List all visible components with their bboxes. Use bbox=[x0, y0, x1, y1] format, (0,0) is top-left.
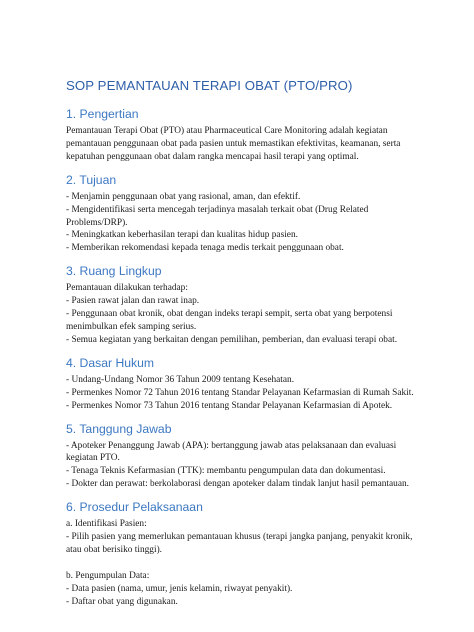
list-item: - Permenkes Nomor 72 Tahun 2016 tentang Standar Pelayanan Kefarmasian di Rumah Sakit. bbox=[66, 387, 414, 398]
section-heading: 2. Tujuan bbox=[66, 172, 117, 187]
paragraph: Pemantauan Terapi Obat (PTO) atau Pharmaceutical Care Monitoring adalah kegiatan pemantauan penggunaan obat pada pasien untuk memastikan efektivitas, keamanan, serta kepatuhan penggunaan obat dalam rangka mencapai hasil terapi yang optimal. bbox=[66, 126, 401, 162]
list-item: - Meningkatkan keberhasilan terapi dan kualitas hidup pasien. bbox=[66, 230, 298, 241]
section-tujuan bbox=[66, 173, 414, 256]
paragraph: Pemantauan dilakukan terhadap: bbox=[66, 283, 188, 294]
list-item: - Menjamin penggunaan obat yang rasional, aman, dan efektif. bbox=[66, 191, 301, 202]
section-heading: 3. Ruang Lingkup bbox=[66, 264, 162, 279]
list-item: - Mengidentifikasi serta mencegah terjadinya masalah terkait obat (Drug Related Problems/DRP). bbox=[66, 204, 369, 228]
list-item: - Tenaga Teknis Kefarmasian (TTK): membantu pengumpulan data dan dokumentasi. bbox=[66, 466, 386, 477]
list-item: - Dokter dan perawat: berkolaborasi dengan apoteker dalam tindak lanjut hasil pemantauan. bbox=[66, 479, 409, 490]
section-heading: 5. Tanggung Jawab bbox=[66, 421, 172, 436]
list-item: - Pilih pasien yang memerlukan pemantauan khusus (terapi jangka panjang, penyakit kronik, atau obat berisiko tinggi). bbox=[66, 532, 413, 555]
section-tanggung-jawab bbox=[66, 422, 414, 492]
list-item: - Memberikan rekomendasi kepada tenaga medis terkait penggunaan obat. bbox=[66, 243, 344, 254]
list-item: - Undang-Undang Nomor 36 Tahun 2009 tentang Kesehatan. bbox=[66, 374, 295, 385]
blank-line bbox=[66, 557, 414, 570]
list-item: - Daftar obat yang digunakan. bbox=[66, 596, 178, 607]
section-pengertian bbox=[66, 107, 414, 164]
list-item: - Penggunaan obat kronik, obat dengan indeks terapi sempit, serta obat yang berpotensi menimbulkan efek samping serius. bbox=[66, 309, 393, 332]
sub-heading: b. Pengumpulan Data: bbox=[66, 570, 150, 581]
list-item: - Semua kegiatan yang berkaitan dengan pemilihan, pemberian, dan evaluasi terapi obat. bbox=[66, 334, 398, 345]
list-item: - Permenkes Nomor 73 Tahun 2016 tentang Standar Pelayanan Kefarmasian di Apotek. bbox=[66, 400, 393, 411]
section-ruang-lingkup bbox=[66, 264, 414, 347]
section-heading: 1. Pengertian bbox=[66, 107, 139, 121]
section-heading: 4. Dasar Hukum bbox=[66, 355, 155, 370]
section-dasar-hukum bbox=[66, 356, 414, 413]
list-item: - Data pasien (nama, umur, jenis kelamin, riwayat penyakit). bbox=[66, 583, 293, 594]
section-heading: 6. Prosedur Pelaksanaan bbox=[66, 500, 203, 515]
document-title: SOP PEMANTAUAN TERAPI OBAT (PTO/PRO) bbox=[66, 78, 353, 93]
section-prosedur bbox=[66, 500, 414, 608]
list-item: - Pasien rawat jalan dan rawat inap. bbox=[66, 296, 200, 307]
sub-heading: a. Identifikasi Pasien: bbox=[66, 519, 147, 530]
list-item: - Apoteker Penanggung Jawab (APA): bertanggung jawab atas pelaksanaan dan evaluasi kegiatan PTO. bbox=[66, 440, 397, 464]
